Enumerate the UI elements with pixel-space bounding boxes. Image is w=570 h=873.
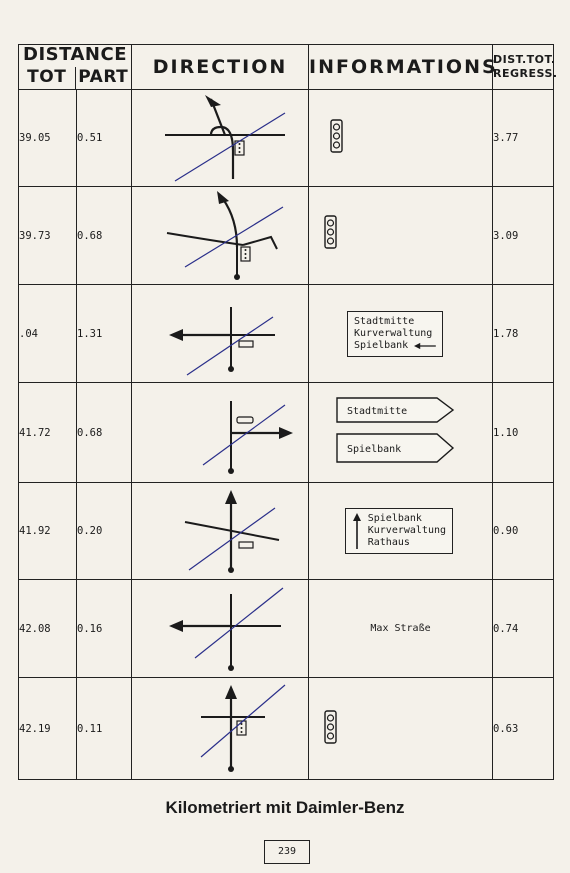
table-row [19, 285, 554, 383]
dist-part-cell: 0.68 [77, 187, 132, 285]
dist-tot-cell: 39.05 [19, 90, 77, 187]
regress-header-line1: DIST.TOT. [493, 53, 556, 66]
dist-part-cell: 0.11 [77, 678, 132, 780]
street-name: Max Straße [370, 623, 431, 634]
dist-regress-cell: 0.63 [493, 678, 554, 780]
direction-diagram [132, 383, 309, 483]
traffic-light-icon [311, 699, 491, 759]
direction-diagram [132, 187, 309, 285]
arrow-up-icon [353, 513, 361, 549]
signpost-arrows [311, 392, 491, 474]
distance-header [19, 45, 132, 90]
part-header: PART [78, 67, 129, 87]
junction-diagram [145, 681, 295, 777]
sign-label: Stadtmitte [346, 405, 407, 417]
dist-regress-cell: 1.78 [493, 285, 554, 383]
dist-part-cell: 0.16 [77, 580, 132, 678]
junction-diagram [145, 582, 295, 676]
junction-diagram [145, 484, 295, 578]
roadbook-table [18, 44, 558, 780]
sign-line: Spielbank [354, 339, 409, 351]
header-row [19, 45, 554, 90]
direction-header: DIRECTION [132, 45, 309, 90]
informations-cell [309, 187, 493, 285]
sign-line: Spielbank [367, 513, 422, 524]
junction-diagram [145, 385, 295, 481]
junction-diagram [145, 287, 295, 381]
direction-sign [345, 508, 453, 554]
tot-header: TOT [19, 67, 76, 89]
page-number: 239 [264, 840, 310, 864]
direction-diagram [132, 483, 309, 580]
informations-header: INFORMATIONS [309, 45, 493, 90]
footer-caption: Kilometriert mit Daimler-Benz [165, 798, 405, 817]
direction-sign [347, 311, 443, 357]
informations-cell [309, 580, 493, 678]
sign-line: Kurverwaltung [367, 525, 447, 536]
table-row [19, 483, 554, 580]
table-row [19, 580, 554, 678]
dist-tot-cell: 39.73 [19, 187, 77, 285]
dist-regress-cell: 0.90 [493, 483, 554, 580]
junction-diagram [145, 189, 295, 283]
direction-diagram [132, 580, 309, 678]
distance-title: DISTANCE [23, 44, 127, 65]
dist-part-cell: 0.68 [77, 383, 132, 483]
direction-diagram [132, 90, 309, 187]
informations-cell [309, 285, 493, 383]
regress-header-line2: REGRESS. [493, 67, 558, 80]
traffic-light-icon [311, 108, 491, 168]
regress-header [493, 45, 558, 90]
dist-part-cell: 0.51 [77, 90, 132, 187]
junction-diagram [145, 91, 295, 185]
dist-tot-cell: 42.19 [19, 678, 77, 780]
dist-regress-cell: 1.10 [493, 383, 554, 483]
dist-regress-cell: 3.77 [493, 90, 554, 187]
informations-cell [309, 483, 493, 580]
arrow-left-icon [414, 341, 436, 351]
sign-label: Spielbank [346, 443, 401, 455]
table-row [19, 90, 554, 187]
dist-regress-cell: 3.09 [493, 187, 554, 285]
sign-line: Rathaus [367, 537, 410, 548]
dist-part-cell: 0.20 [77, 483, 132, 580]
dist-part-cell: 1.31 [77, 285, 132, 383]
dist-regress-cell: 0.74 [493, 580, 554, 678]
sign-line: Stadtmitte [354, 315, 415, 327]
table-row [19, 187, 554, 285]
direction-diagram [132, 678, 309, 780]
informations-cell [309, 383, 493, 483]
direction-diagram [132, 285, 309, 383]
dist-tot-cell: 42.08 [19, 580, 77, 678]
table-row [19, 678, 554, 780]
sign-line: Kurverwaltung [354, 327, 433, 339]
informations-cell [309, 90, 493, 187]
dist-tot-cell: .04 [19, 285, 77, 383]
table-row [19, 383, 554, 483]
dist-tot-cell: 41.92 [19, 483, 77, 580]
traffic-light-icon [311, 206, 491, 266]
dist-tot-cell: 41.72 [19, 383, 77, 483]
informations-cell [309, 678, 493, 780]
